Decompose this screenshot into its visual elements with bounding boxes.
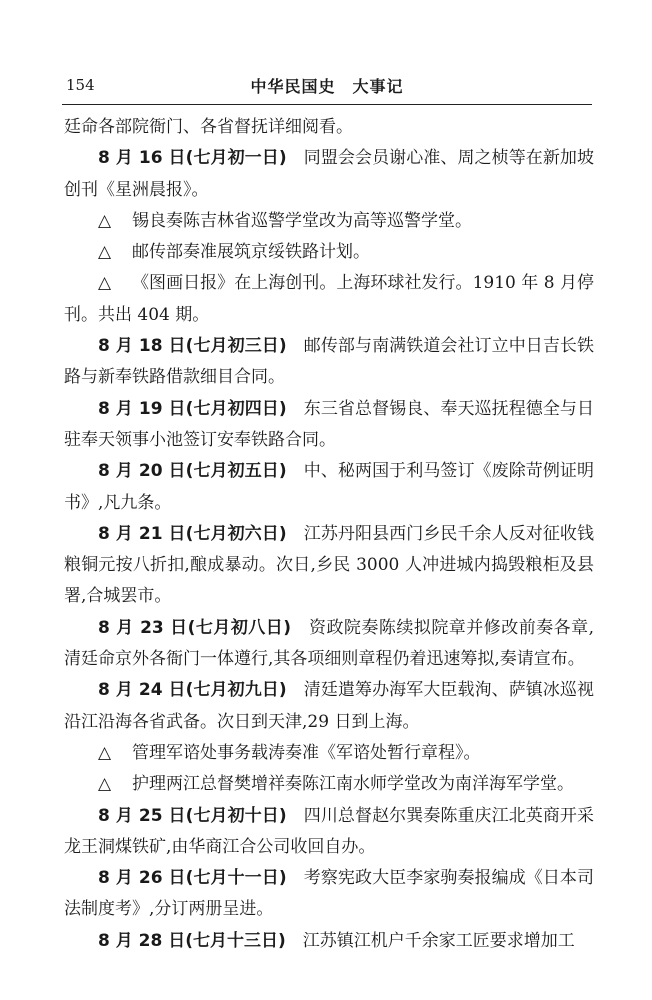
entry-dated [64, 675, 594, 738]
entry-text: 《图画日报》在上海创刊。上海环球社发行。1910 年 8 月停刊。共出 404 期。 [64, 273, 594, 325]
entry-date: 8 月 20 日(七月初五日) [98, 461, 287, 482]
entry-text: 考察宪政大臣李家驹奏报编成《日本司法制度考》,分订两册呈进。 [64, 868, 595, 920]
entry-text: 中、秘两国于利马签订《废除苛例证明书》,凡九条。 [64, 461, 595, 513]
page-header [62, 74, 592, 102]
entry-text: 邮传部与南满铁道会社订立中日吉长铁路与新奉铁路借款细目合同。 [64, 336, 595, 388]
entry-text: 清廷遣筹办海军大臣载洵、萨镇冰巡视沿江沿海各省武备。次日到天津,29 日到上海。 [64, 680, 595, 732]
entry-dated [64, 613, 594, 676]
entry-text: 资政院奏陈续拟院章并修改前奏各章,清廷命京外各衙门一体遵行,其各项细则章程仍着迅速筹拟,奏请宣布。 [64, 617, 595, 670]
entry-text: 四川总督赵尔巽奏陈重庆江北英商开采龙王洞煤铁矿,由华商江合公司收回自办。 [64, 805, 595, 857]
entry-continuation [64, 112, 594, 143]
entry-date: 8 月 25 日(七月初十日) [98, 805, 287, 826]
entry-date: 8 月 21 日(七月初六日) [98, 523, 287, 544]
entry-dated [64, 519, 594, 613]
entry-text: 江苏丹阳县西门乡民千余人反对征收钱粮铜元按八折扣,酿成暴动。次日,乡民 3000 人冲进城内捣毁粮柜及县署,合城罢市。 [64, 523, 595, 607]
page-number: 154 [66, 76, 95, 94]
entry-text: 江苏镇江机户千余家工匠要求增加工 [302, 930, 575, 951]
entry-date: 8 月 28 日(七月十三日) [98, 930, 286, 951]
entry-date: 8 月 16 日(七月初一日) [98, 148, 287, 169]
entry-date: 8 月 18 日(七月初三日) [98, 336, 287, 357]
entry-date: 8 月 23 日(七月初八日) [98, 617, 292, 638]
entry-bullet [64, 738, 594, 769]
entry-date: 8 月 24 日(七月初九日) [98, 680, 287, 701]
entry-text: 同盟会会员谢心准、周之桢等在新加坡创刊《星洲晨报》。 [64, 148, 595, 200]
entry-dated [64, 863, 594, 926]
entry-text: 廷命各部院衙门、各省督抚详细阅看。 [64, 117, 353, 137]
entry-dated [64, 926, 594, 957]
entry-bullet [64, 237, 594, 268]
entry-date: 8 月 26 日(七月十一日) [98, 868, 287, 889]
header-rule [62, 104, 592, 105]
entry-text: 东三省总督锡良、奉天巡抚程德全与日驻奉天领事小池签订安奉铁路合同。 [64, 398, 595, 450]
triangle-marker-icon: △ [98, 210, 112, 231]
running-title: 中华民国史 大事记 [250, 77, 404, 96]
entry-bullet [64, 206, 594, 237]
entry-text: 护理两江总督樊增祥奏陈江南水师学堂改为南洋海军学堂。 [132, 774, 574, 795]
triangle-marker-icon: △ [98, 742, 112, 763]
entry-dated [64, 456, 594, 519]
triangle-marker-icon: △ [98, 774, 112, 795]
entry-dated [64, 331, 594, 394]
entry-dated [64, 801, 594, 864]
page-body [64, 112, 594, 957]
entry-date: 8 月 19 日(七月初四日) [98, 398, 287, 419]
triangle-marker-icon: △ [98, 273, 112, 294]
entry-text: 管理军谘处事务载涛奏准《军谘处暂行章程》。 [132, 742, 481, 763]
entry-dated [64, 143, 594, 206]
entry-text: 邮传部奏准展筑京绥铁路计划。 [132, 242, 370, 263]
entry-bullet [64, 268, 594, 331]
entry-text: 锡良奏陈吉林省巡警学堂改为高等巡警学堂。 [132, 210, 472, 231]
entry-dated [64, 394, 594, 457]
triangle-marker-icon: △ [98, 242, 112, 263]
entry-bullet [64, 769, 594, 800]
